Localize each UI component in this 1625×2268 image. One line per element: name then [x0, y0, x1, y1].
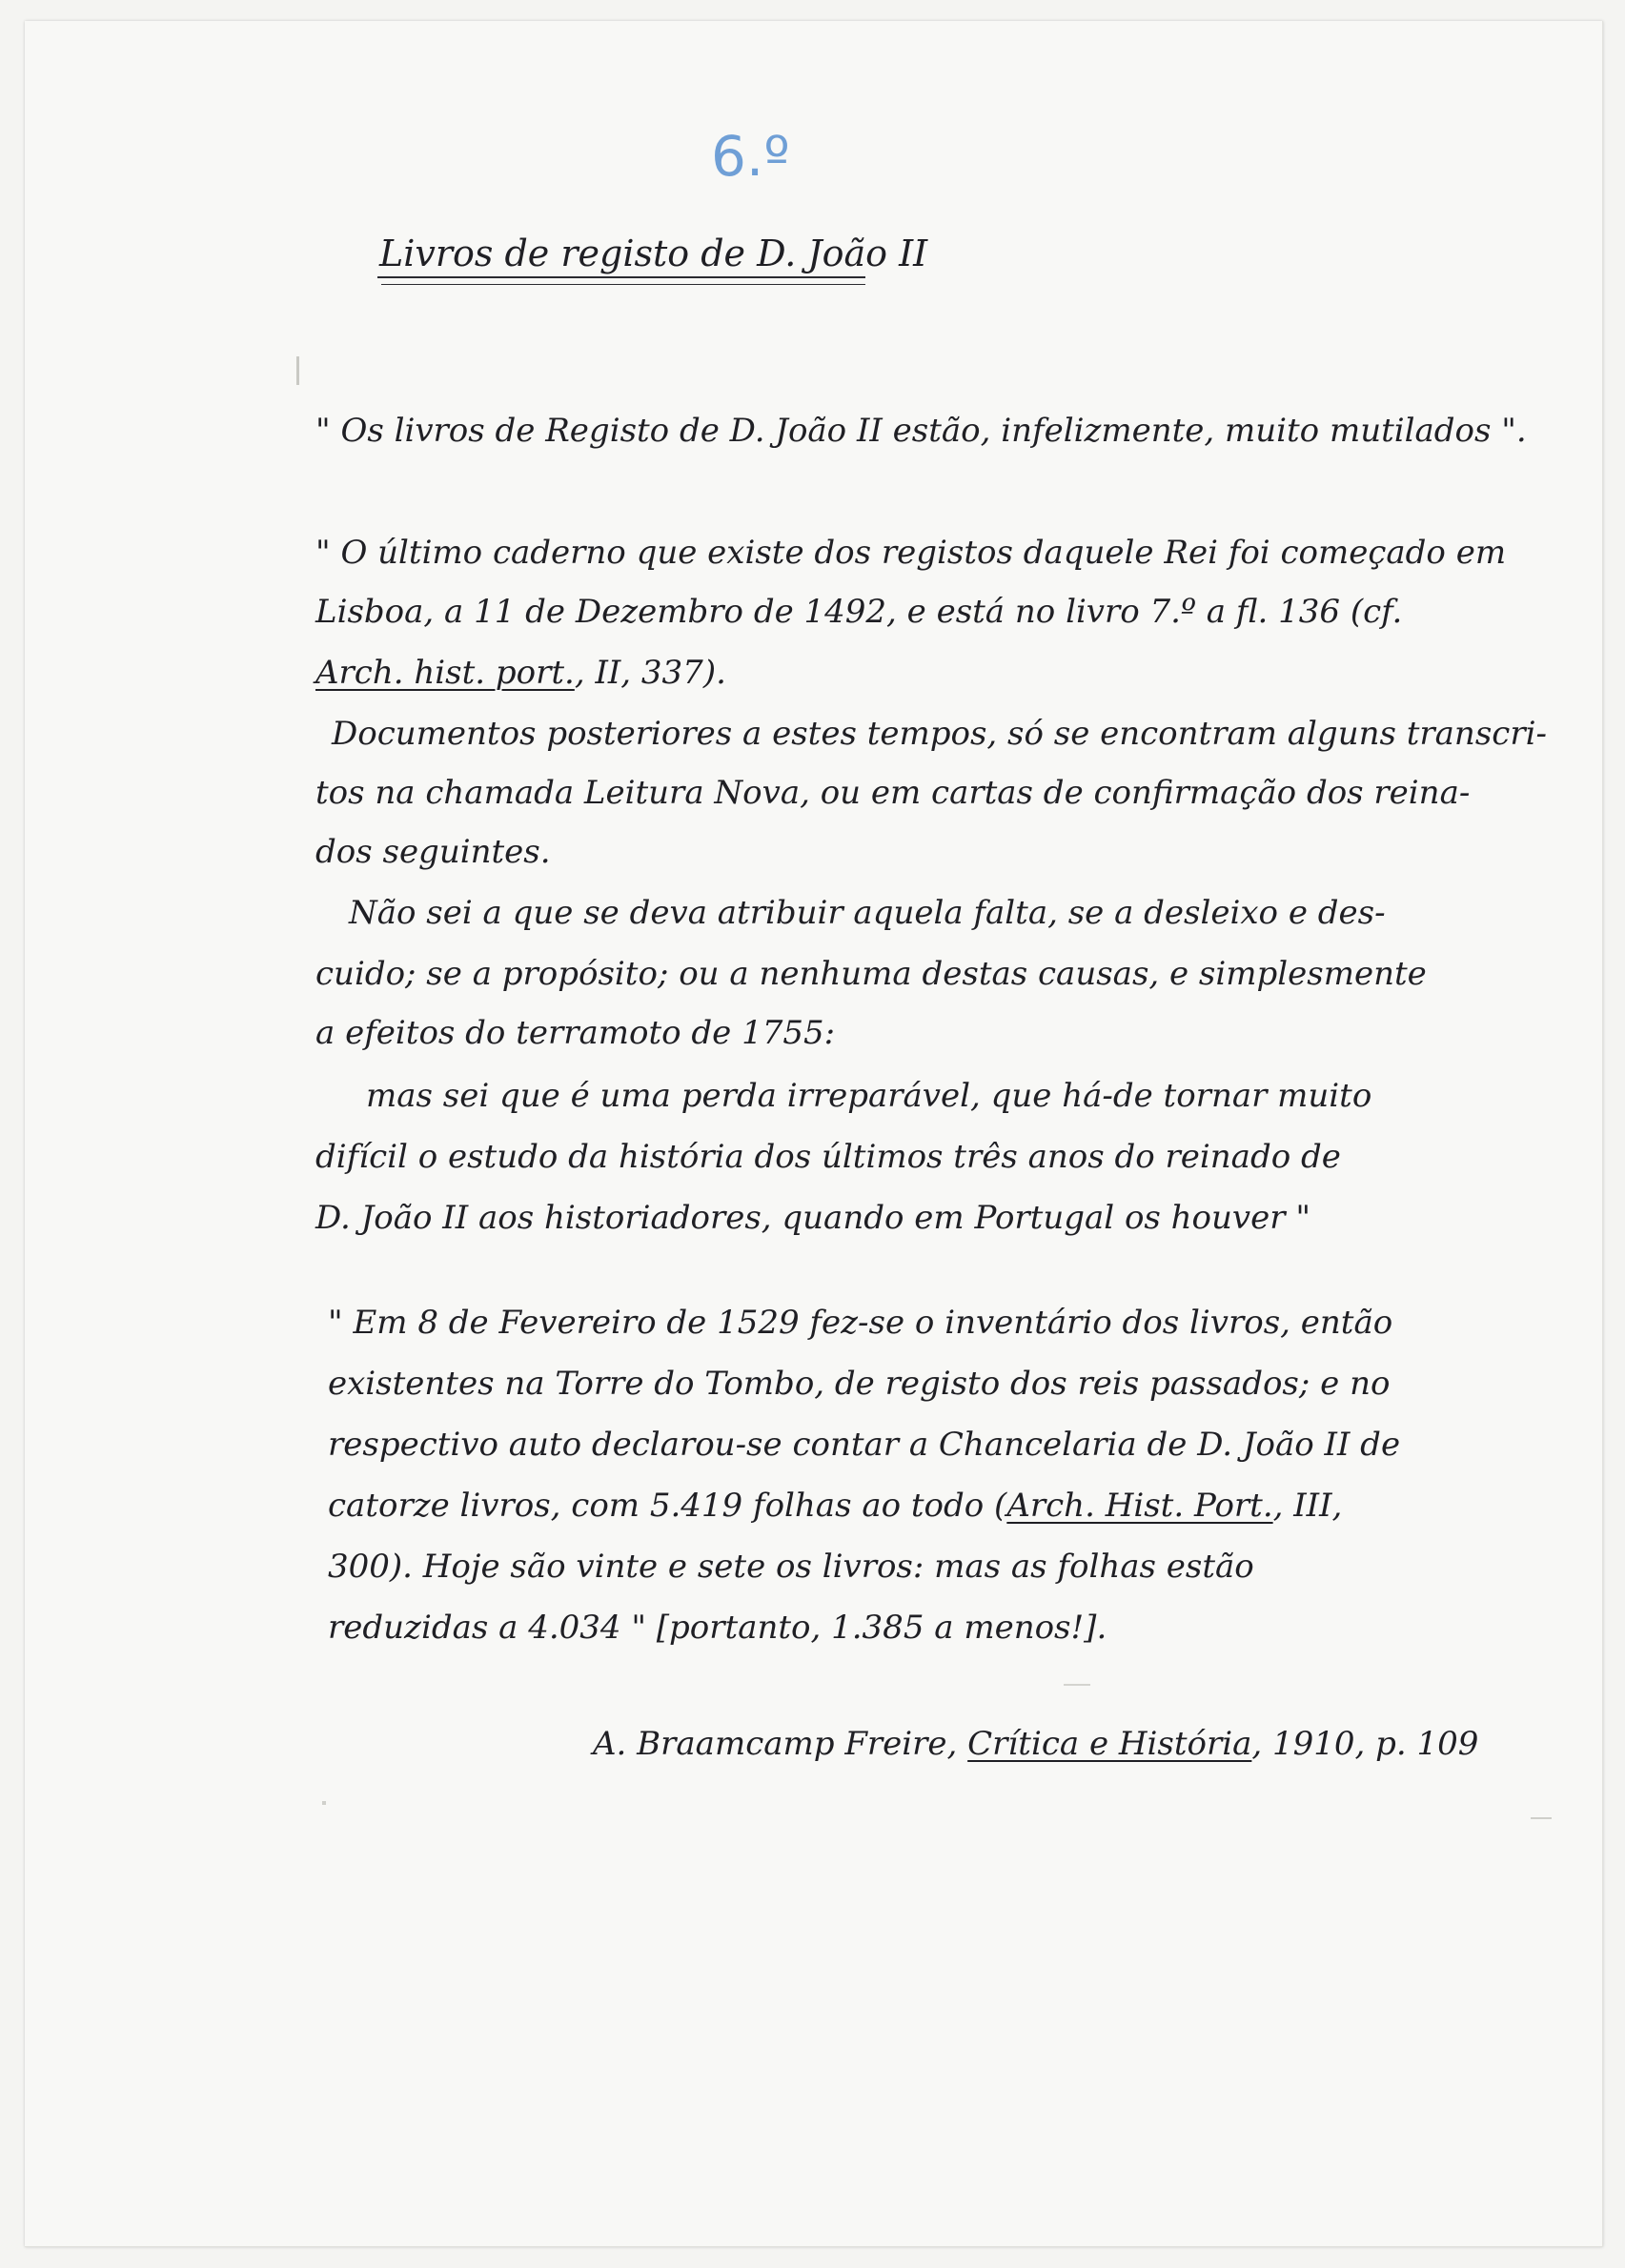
paper-speck [1531, 1817, 1552, 1819]
citation-details: , 1910, p. 109 [1251, 1725, 1479, 1763]
margin-mark [296, 356, 299, 385]
archive-reference-2: Arch. Hist. Port. [1006, 1487, 1273, 1525]
paragraph-3-line-5: 300). Hoje são vinte e sete os livros: mas as folhas estão [328, 1548, 1254, 1586]
page-number: 6.º [711, 124, 790, 189]
paragraph-2-line-7: Não sei a que se deva atribuir aquela falta, se a desleixo e des- [349, 894, 1386, 932]
manuscript-sheet [25, 21, 1603, 2247]
paragraph-3-line-2: existentes na Torre do Tombo, de registo dos reis passados; e no [328, 1365, 1391, 1403]
paper-speck [1064, 1684, 1090, 1686]
paragraph-2-line-5: tos na chamada Leitura Nova, ou em cartas de confirmação dos reina- [315, 774, 1471, 812]
archive-reference-rest: , II, 337). [574, 654, 726, 692]
citation-work: Crítica e História [967, 1725, 1252, 1763]
paragraph-3-line-4-end: , III, [1272, 1487, 1343, 1525]
paragraph-2-line-4: Documentos posteriores a estes tempos, só se encontram alguns transcri- [332, 715, 1547, 753]
paragraph-3-line-4-start: catorze livros, com 5.419 folhas ao todo ( [328, 1487, 1007, 1525]
paragraph-3-line-3: respectivo auto declarou-se contar a Chancelaria de D. João II de [328, 1426, 1401, 1464]
paragraph-3-line-4 [328, 1487, 1342, 1525]
page-title: Livros de registo de D. João II [379, 233, 928, 274]
citation [593, 1725, 1478, 1763]
archive-reference: Arch. hist. port. [315, 654, 575, 692]
paragraph-1-line: " Os livros de Registo de D. João II estão, infelizmente, muito mutilados ". [315, 412, 1527, 450]
paragraph-2-line-3 [315, 654, 726, 692]
paragraph-2-line-12: D. João II aos historiadores, quando em Portugal os houver " [315, 1199, 1310, 1237]
paragraph-2-line-8: cuido; se a propósito; ou a nenhuma destas causas, e simplesmente [315, 955, 1427, 993]
paragraph-2-line-1: " O último caderno que existe dos registos daquele Rei foi começado em [315, 534, 1507, 572]
paragraph-2-line-2: Lisboa, a 11 de Dezembro de 1492, e está no livro 7.º a fl. 136 (cf. [315, 593, 1403, 631]
paragraph-3-line-6: reduzidas a 4.034 " [portanto, 1.385 a menos!]. [328, 1609, 1107, 1647]
title-underline [377, 276, 865, 278]
paragraph-2-line-10: mas sei que é uma perda irreparável, que há-de tornar muito [366, 1077, 1372, 1115]
paragraph-2-line-11: difícil o estudo da história dos últimos três anos do reinado de [315, 1138, 1341, 1176]
citation-author: A. Braamcamp Freire, [593, 1725, 958, 1763]
paper-speck [322, 1801, 326, 1805]
title-underline-second [381, 284, 865, 285]
paragraph-2-line-9: a efeitos do terramoto de 1755: [315, 1014, 836, 1052]
paragraph-3-line-1: " Em 8 de Fevereiro de 1529 fez-se o inventário dos livros, então [328, 1304, 1393, 1342]
paragraph-2-line-6: dos seguintes. [315, 833, 551, 871]
